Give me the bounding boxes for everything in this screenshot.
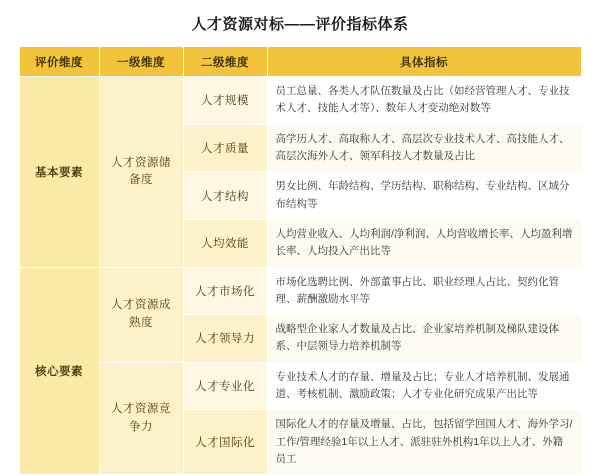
- cell-detail: 男女比例、年龄结构、学历结构、职称结构、专业结构、区域分布结构等: [267, 172, 581, 220]
- table-row: [19, 362, 581, 410]
- cell-level2: 人才质量: [183, 124, 267, 172]
- table-body: [19, 77, 581, 475]
- cell-detail: 市场化选聘比例、外部董事占比、职业经理人占比、契约化管理、薪酬激励水平等: [267, 267, 581, 315]
- column-header-detail: 具体指标: [267, 47, 581, 77]
- cell-level2: 人均效能: [183, 219, 267, 267]
- cell-detail: 专业技术人才的存量、增量及占比；专业人才培养机制、发展通道、考核机制、激励政策；人才专业化研究成果产出比等: [267, 362, 581, 410]
- column-header-level1: 一级维度: [99, 47, 183, 77]
- cell-dimension: 基本要素: [19, 77, 99, 268]
- cell-level1: 人才资源成熟度: [99, 267, 183, 362]
- table-header: [19, 47, 581, 77]
- cell-dimension: 核心要素: [19, 267, 99, 475]
- cell-level2: 人才市场化: [183, 267, 267, 315]
- cell-level2: 人才国际化: [183, 410, 267, 475]
- cell-detail: 人均营业收入、人均利润/净利润、人均营收增长率、人均盈利增长率、人均投入产出比等: [267, 219, 581, 267]
- cell-level2: 人才领导力: [183, 315, 267, 363]
- column-header-level2: 二级维度: [183, 47, 267, 77]
- cell-level2: 人才结构: [183, 172, 267, 220]
- cell-detail: 高学历人才、高取称人才、高层次专业技术人才、高技能人才、高层次海外人才、领军科技人才数量及占比: [267, 124, 581, 172]
- cell-detail: 战略型企业家人才数量及占比、企业家培养机制及梯队建设体系、中层领导力培养机制等: [267, 315, 581, 363]
- cell-level2: 人才规模: [183, 77, 267, 125]
- cell-level1: 人才资源竞争力: [99, 362, 183, 475]
- table-row: [19, 267, 581, 315]
- cell-level1: 人才资源储备度: [99, 77, 183, 268]
- cell-detail: 员工总量、各类人才队伍数量及占比（如经营管理人才、专业技术人才、技能人才等）、数年人才变动绝对数等: [267, 77, 581, 125]
- page-title: 人才资源对标——评价指标体系: [191, 16, 409, 33]
- column-header-dimension: 评价维度: [19, 47, 99, 77]
- cell-level2: 人才专业化: [183, 362, 267, 410]
- table-row: [19, 77, 581, 125]
- indicator-matrix-table: [19, 46, 582, 475]
- table-header-row: [19, 47, 581, 77]
- cell-detail: 国际化人才的存量及增量、占比，包括留学回国人才、海外学习/工作/管理经验1年以上人才、派驻驻外机构1年以上人才、外籍员工: [267, 410, 581, 475]
